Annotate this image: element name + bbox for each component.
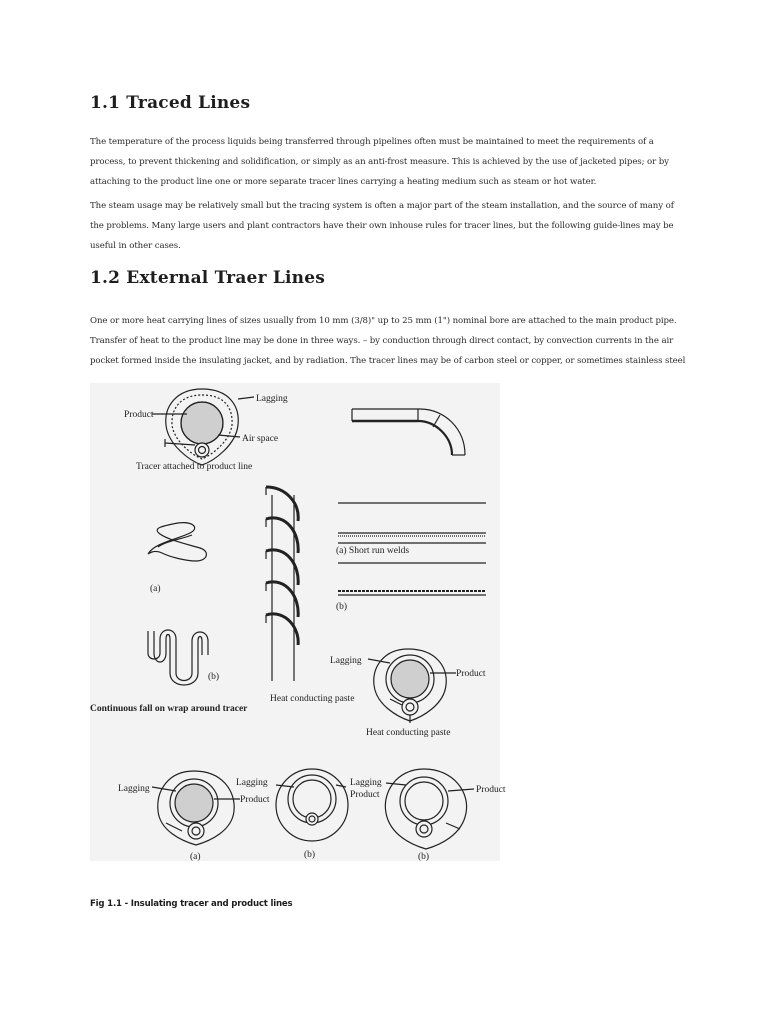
label-product-b3: Product [476, 785, 506, 795]
figure-caption: Fig 1.1 - Insulating tracer and product lines [90, 899, 293, 909]
pipe-bend-diagram [352, 409, 465, 455]
label-short-run-welds: (a) Short run welds [336, 546, 410, 556]
label-lagging-mid: Lagging [330, 656, 362, 666]
label-lagging-b2: Lagging [236, 778, 268, 788]
heat-paste-pipe-diagram [374, 649, 446, 721]
label-a-zigzag: (a) [150, 584, 161, 594]
paragraph-traced-lines-intro: The temperature of the process liquids being transferred through pipelines often must be maintained to meet the requirements of a process, to prevent thickening and solidification, or simply as an anti-frost measure. This is achieved by the use of jacketed pipes; or by attaching to the product line one or more separate tracer lines carrying a heating medium such as steam or hot water. [90, 137, 669, 187]
label-b-weld: (b) [336, 602, 348, 612]
section-heading-traced-lines: 1.1 Traced Lines [90, 93, 251, 113]
tracer-lines-figure [90, 383, 506, 862]
label-lagging-top: Lagging [256, 394, 288, 404]
label-b-loop: (b) [208, 672, 220, 682]
label-tracer-attached: Tracer attached to product line [136, 462, 253, 472]
zigzag-tracer [148, 523, 206, 561]
label-lagging-b3: Lagging [350, 778, 382, 788]
section-heading-external-tracer-lines: 1.2 External Traer Lines [90, 268, 325, 288]
pipe-with-tracer-diagram [166, 389, 238, 465]
bottom-diagram-a [158, 771, 234, 845]
label-product-b2: Product [350, 790, 380, 800]
bottom-diagram-b2 [385, 769, 466, 849]
label-heat-paste-bottom: Heat conducting paste [366, 728, 451, 738]
label-a-bottom: (a) [190, 852, 201, 862]
figure-drawing [90, 383, 506, 862]
label-air-space: Air space [242, 434, 279, 444]
label-product-top: Product [124, 410, 154, 420]
bottom-diagram-b1 [276, 769, 348, 841]
spiral-wrap-diagram [266, 487, 298, 681]
label-product-b1: Product [240, 795, 270, 805]
label-continuous-fall: Continuous fall on wrap around tracer [90, 704, 248, 714]
label-heat-paste-left: Heat conducting paste [270, 694, 355, 704]
label-product-mid: Product [456, 669, 486, 679]
paragraph-steam-usage: The steam usage may be relatively small but the tracing system is often a major part of the steam installation, and the source of many of the problems. Many large users and plant contractors have their own inhouse rules for tracer lines, but the following guide-lines may be useful in other cases. [90, 201, 674, 251]
label-b-bottom2: (b) [418, 852, 430, 862]
label-lagging-b1: Lagging [118, 784, 150, 794]
paragraph-external-tracer-lines: One or more heat carrying lines of sizes usually from 10 mm (3/8)" up to 25 mm (1") nominal bore are attached to the main product pipe. Transfer of heat to the product line may be done in three ways. – by conduction through direct contact, by convection currents in the air pocket formed inside the insulating jacket, and by radiation. The tracer lines may be of carbon steel or copper, or sometimes stainless steel [90, 316, 686, 366]
label-b-bottom1: (b) [304, 850, 316, 860]
